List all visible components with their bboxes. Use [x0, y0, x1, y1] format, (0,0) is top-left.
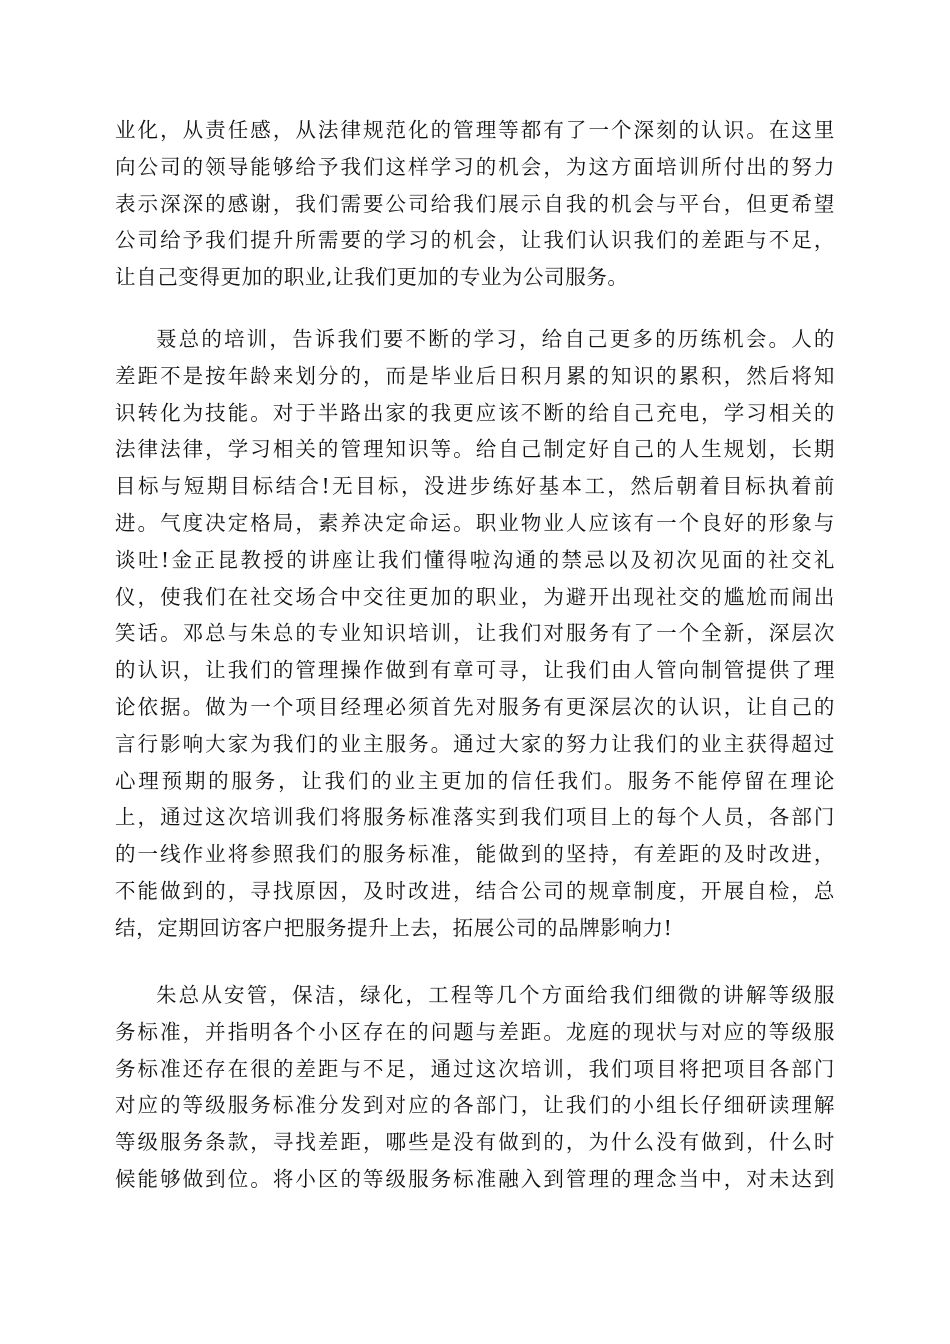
text-line: 候能够做到位。将小区的等级服务标准融入到管理的理念当中，对未达到	[115, 1166, 835, 1191]
text-line: 法律法律，学习相关的管理知识等。给自己制定好自己的人生规划，长期	[115, 437, 835, 462]
text-line: 笑话。邓总与朱总的专业知识培训，让我们对服务有了一个全新，深层次	[115, 621, 835, 646]
text-line: 业化，从责任感，从法律规范化的管理等都有了一个深刻的认识。在这里	[115, 118, 835, 142]
text-line: 朱总从安管，保洁，绿化，工程等几个方面给我们细微的讲解等级服	[156, 983, 835, 1007]
text-line: 目标与短期目标结合!无目标，没进步练好基本工，然后朝着目标执着前	[115, 474, 835, 499]
text-line: 言行影响大家为我们的业主服务。通过大家的努力让我们的业主获得超过	[115, 731, 835, 756]
text-line: 不能做到的，寻找原因，及时改进，结合公司的规章制度，开展自检，总	[115, 878, 835, 903]
text-line: 论依据。做为一个项目经理必须首先对服务有更深层次的认识，让自己的	[115, 694, 835, 719]
text-line: 识转化为技能。对于半路出家的我更应该不断的给自己充电，学习相关的	[115, 400, 835, 425]
text-line: 务标准，并指明各个小区存在的问题与差距。龙庭的现状与对应的等级服	[115, 1019, 835, 1044]
text-line: 务标准还存在很的差距与不足，通过这次培训，我们项目将把项目各部门	[115, 1056, 835, 1081]
paragraph-2	[115, 321, 835, 947]
text-line: 的认识，让我们的管理操作做到有章可寻，让我们由人管向制管提供了理	[115, 658, 835, 683]
text-line: 表示深深的感谢，我们需要公司给我们展示自我的机会与平台，但更希望	[115, 191, 835, 216]
text-line: 进。气度决定格局，素养决定命运。职业物业人应该有一个良好的形象与	[115, 510, 835, 535]
text-line: 让自己变得更加的职业,让我们更加的专业为公司服务。	[115, 265, 629, 290]
text-line: 公司给予我们提升所需要的学习的机会，让我们认识我们的差距与不足，	[115, 228, 835, 253]
text-line: 向公司的领导能够给予我们这样学习的机会，为这方面培训所付出的努力	[115, 154, 835, 179]
text-line: 对应的等级服务标准分发到对应的各部门，让我们的小组长仔细研读理解	[115, 1093, 835, 1118]
paragraph-3	[115, 977, 835, 1198]
text-line: 结，定期回访客户把服务提升上去，拓展公司的品牌影响力!	[115, 915, 673, 940]
text-line: 仪，使我们在社交场合中交往更加的职业，为避开出现社交的尴尬而闹出	[115, 584, 835, 609]
text-line: 差距不是按年龄来划分的，而是毕业后日积月累的知识的累积，然后将知	[115, 363, 835, 388]
text-line: 谈吐!金正昆教授的讲座让我们懂得啦沟通的禁忌以及初次见面的社交礼	[115, 547, 835, 572]
text-line: 上，通过这次培训我们将服务标准落实到我们项目上的每个人员，各部门	[115, 805, 835, 830]
text-line: 的一线作业将参照我们的服务标准，能做到的坚持，有差距的及时改进，	[115, 842, 835, 867]
text-line: 心理预期的服务，让我们的业主更加的信任我们。服务不能停留在理论	[115, 768, 835, 793]
paragraph-1	[115, 112, 835, 296]
text-line: 等级服务条款，寻找差距，哪些是没有做到的，为什么没有做到，什么时	[115, 1130, 835, 1155]
text-line: 聂总的培训，告诉我们要不断的学习，给自己更多的历练机会。人的	[156, 327, 835, 351]
